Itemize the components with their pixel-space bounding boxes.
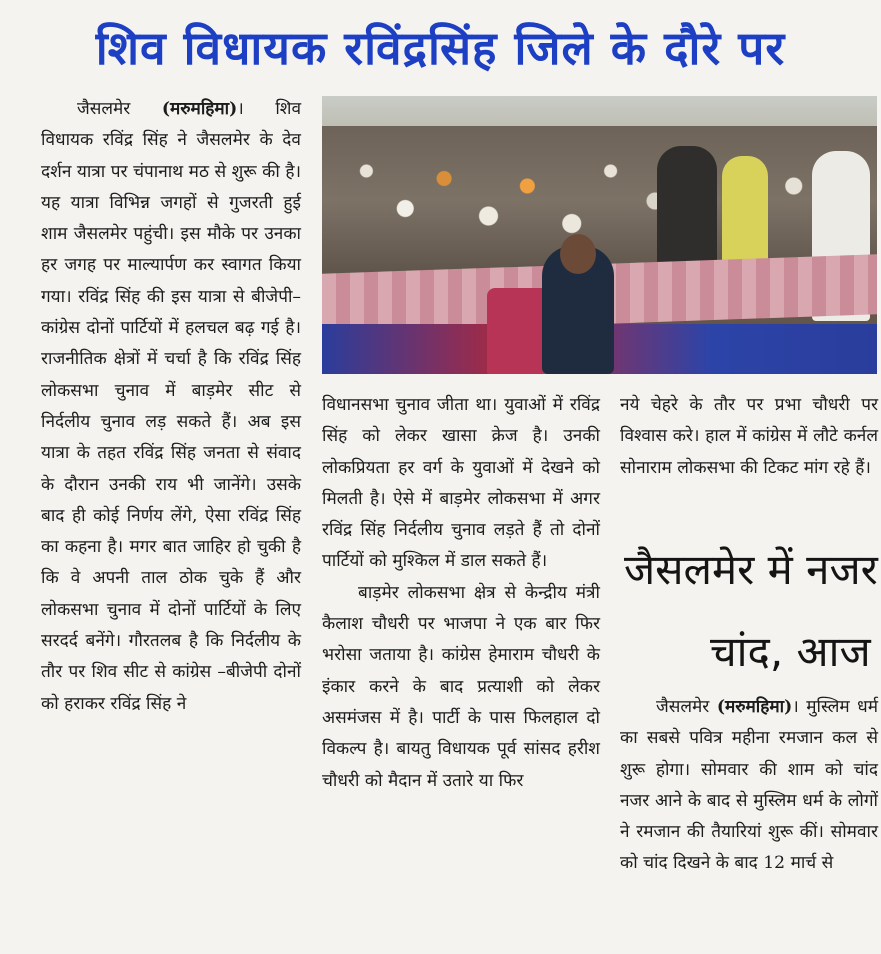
article2-headline-line1: जैसलमेर में नजर [624, 545, 878, 594]
article2-body: जैसलमेर (मरुमहिमा)। मुस्लिम धर्म का सबसे पवित्र महीना रमजान कल से शुरू होगा। सोमवार की शाम को चांद नजर आने के बाद से मुस्लिम धर्म के लोगों ने रमजान की तैयारियां शुरू कीं। सोमवार को चांद दिखने के बाद 12 मार्च से [620, 697, 878, 874]
dateline-place: जैसलमेर [656, 697, 710, 717]
article-text: शिव विधायक रविंद्र सिंह ने जैसलमेर के देव दर्शन यात्रा पर चंपानाथ मठ से शुरू की है। यह यात्रा विभिन्न जगहों से गुजरती हुई शाम जैसलमेर पहुंची। इस मौके पर उनका हर जगह पर माल्यार्पण कर स्वागत किया गया। रविंद्र सिंह की इस यात्रा से बीजेपी–कांग्रेस दोनों पार्टियों में हलचल बढ़ गई है। राजनीतिक क्षेत्रों में चर्चा है कि रविंद्र सिंह लोकसभा चुनाव में बाड़मेर सीट से निर्दलीय चुनाव लड़ सकते हैं। अब इस यात्रा के तहत रविंद्र सिंह जनता से संवाद के दौरान उनकी राय भी जानेंगे। उसके बाद ही कोई निर्णय लेंगे, ऐसा रविंद्र सिंह का कहना है। मगर बात जाहिर हो चुकी है कि वे अपनी ताल ठोक चुके हैं और लोकसभा चुनाव में दोनों पार्टियों के लिए सरदर्द बनेंगे। गौरतलब है कि निर्दलीय के तौर पर शिव सीट से कांग्रेस –बीजेपी दोनों को हराकर रविंद्र सिंह ने [41, 99, 302, 714]
news-photo [322, 96, 877, 374]
article2-headline-line2: चांद, आज [710, 627, 871, 676]
page-headline: शिव विधायक रविंद्रसिंह जिले के दौरे पर [95, 21, 786, 75]
dateline-place: जैसलमेर [77, 99, 131, 119]
article-paragraph: नये चेहरे के तौर पर प्रभा चौधरी पर विश्वास करे। हाल में कांग्रेस में लौटे कर्नल सोनाराम लोकसभा की टिकट मांग रहे हैं। [620, 395, 878, 478]
dateline-source: (मरुमहिमा) [161, 99, 238, 119]
dateline-source: (मरुमहिमा) [716, 697, 793, 717]
article-text: मुस्लिम धर्म का सबसे पवित्र महीना रमजान कल से शुरू होगा। सोमवार की शाम को चांद नजर आने के बाद से मुस्लिम धर्म के लोगों ने रमजान की तैयारियां शुरू कीं। सोमवार को चांद दिखने के बाद 12 मार्च से [620, 697, 878, 874]
article-paragraph: विधानसभा चुनाव जीता था। युवाओं में रविंद्र सिंह को लेकर खासा क्रेज है। उनकी लोकप्रियता हर वर्ग के युवाओं में देखने को मिलती है। ऐसे में बाड़मेर लोकसभा में अगर रविंद्र सिंह निर्दलीय चुनाव लड़ते हैं तो दोनों पार्टियों को मुश्किल में डाल सकते हैं। [322, 395, 600, 572]
article-column-1: जैसलमेर (मरुमहिमा)। शिव विधायक रविंद्र सिंह ने जैसलमेर के देव दर्शन यात्रा पर चंपानाथ मठ से शुरू की है। यह यात्रा विभिन्न जगहों से गुजरती हुई शाम जैसलमेर पहुंची। इस मौके पर उनका हर जगह पर माल्यार्पण कर स्वागत किया गया। रविंद्र सिंह की इस यात्रा से बीजेपी–कांग्रेस दोनों पार्टियों में हलचल बढ़ गई है। राजनीतिक क्षेत्रों में चर्चा है कि रविंद्र सिंह लोकसभा चुनाव में बाड़मेर सीट से निर्दलीय चुनाव लड़ सकते हैं। अब इस यात्रा के तहत रविंद्र सिंह जनता से संवाद के दौरान उनकी राय भी जानेंगे। उसके बाद ही कोई निर्णय लेंगे, ऐसा रविंद्र सिंह का कहना है। मगर बात जाहिर हो चुकी है कि वे अपनी ताल ठोक चुके हैं और लोकसभा चुनाव में दोनों पार्टियों के लिए सरदर्द बनेंगे। गौरतलब है कि निर्दलीय के तौर पर शिव सीट से कांग्रेस –बीजेपी दोनों को हराकर रविंद्र सिंह ने [41, 99, 302, 714]
article-column-3 [620, 390, 878, 484]
article-column-2 [322, 390, 600, 797]
article-paragraph: बाड़मेर लोकसभा क्षेत्र से केन्द्रीय मंत्री कैलाश चौधरी पर भाजपा ने एक बार फिर भरोसा जताया है। कांग्रेस हेमाराम चौधरी के इंकार करने के बाद प्रत्याशी को लेकर असमंजस में है। पार्टी के पास फिलहाल दो विकल्प है। बायतु विधायक पूर्व सांसद हरीश चौधरी को मैदान में उतारे या फिर [322, 582, 600, 791]
photo-seated-person-head [560, 234, 596, 274]
